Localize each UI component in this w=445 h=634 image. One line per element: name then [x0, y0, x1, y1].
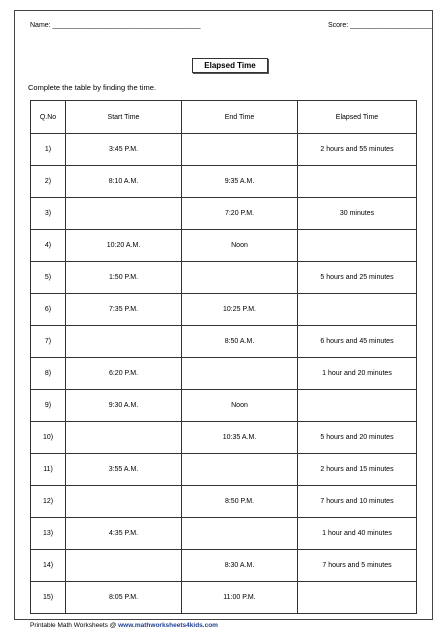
start-time-cell: [66, 550, 182, 582]
qno-cell: 4): [31, 230, 66, 262]
qno-cell: 5): [31, 262, 66, 294]
elapsed-time-cell: [298, 166, 417, 198]
column-header-start-time: Start Time: [66, 101, 182, 134]
elapsed-time-cell: 30 minutes: [298, 198, 417, 230]
elapsed-time-cell: 1 hour and 20 minutes: [298, 358, 417, 390]
column-header-elapsed-time: Elapsed Time: [298, 101, 417, 134]
start-time-cell: 3:55 A.M.: [66, 454, 182, 486]
table-row: [31, 518, 417, 550]
table-row: [31, 134, 417, 166]
elapsed-time-cell: [298, 230, 417, 262]
qno-cell: 6): [31, 294, 66, 326]
elapsed-time-table: [30, 100, 417, 614]
elapsed-time-cell: 2 hours and 55 minutes: [298, 134, 417, 166]
qno-cell: 11): [31, 454, 66, 486]
end-time-cell: Noon: [182, 230, 298, 262]
qno-cell: 12): [31, 486, 66, 518]
elapsed-time-cell: [298, 390, 417, 422]
start-time-cell: 1:50 P.M.: [66, 262, 182, 294]
column-header-qno: Q.No: [31, 101, 66, 134]
instructions: Complete the table by finding the time.: [28, 83, 156, 92]
start-time-cell: 8:10 A.M.: [66, 166, 182, 198]
end-time-cell: [182, 454, 298, 486]
elapsed-time-cell: 5 hours and 25 minutes: [298, 262, 417, 294]
end-time-cell: 10:25 P.M.: [182, 294, 298, 326]
elapsed-time-cell: 7 hours and 5 minutes: [298, 550, 417, 582]
end-time-cell: [182, 134, 298, 166]
qno-cell: 9): [31, 390, 66, 422]
start-time-cell: 9:30 A.M.: [66, 390, 182, 422]
end-time-cell: 10:35 A.M.: [182, 422, 298, 454]
elapsed-time-cell: 6 hours and 45 minutes: [298, 326, 417, 358]
start-time-cell: 4:35 P.M.: [66, 518, 182, 550]
end-time-cell: 8:50 A.M.: [182, 326, 298, 358]
qno-cell: 1): [31, 134, 66, 166]
elapsed-time-cell: 5 hours and 20 minutes: [298, 422, 417, 454]
worksheet-title: Elapsed Time: [192, 58, 268, 73]
table-row: [31, 582, 417, 614]
table-header-row: [31, 101, 417, 134]
qno-cell: 13): [31, 518, 66, 550]
elapsed-time-cell: 2 hours and 15 minutes: [298, 454, 417, 486]
table-row: [31, 294, 417, 326]
end-time-cell: 8:50 P.M.: [182, 486, 298, 518]
start-time-cell: 8:05 P.M.: [66, 582, 182, 614]
footer: [30, 622, 218, 629]
end-time-cell: [182, 358, 298, 390]
table-row: [31, 358, 417, 390]
elapsed-time-cell: [298, 294, 417, 326]
end-time-cell: 9:35 A.M.: [182, 166, 298, 198]
elapsed-time-cell: 7 hours and 10 minutes: [298, 486, 417, 518]
qno-cell: 2): [31, 166, 66, 198]
qno-cell: 7): [31, 326, 66, 358]
start-time-cell: [66, 422, 182, 454]
table-row: [31, 550, 417, 582]
qno-cell: 10): [31, 422, 66, 454]
footer-url-link[interactable]: www.mathworksheets4kids.com: [118, 622, 218, 629]
start-time-cell: [66, 486, 182, 518]
qno-cell: 3): [31, 198, 66, 230]
footer-prefix: Printable Math Worksheets @: [30, 622, 119, 629]
start-time-cell: 10:20 A.M.: [66, 230, 182, 262]
qno-cell: 14): [31, 550, 66, 582]
start-time-cell: 3:45 P.M.: [66, 134, 182, 166]
end-time-cell: [182, 518, 298, 550]
end-time-cell: [182, 262, 298, 294]
table-row: [31, 486, 417, 518]
end-time-cell: 7:20 P.M.: [182, 198, 298, 230]
end-time-cell: 8:30 A.M.: [182, 550, 298, 582]
end-time-cell: Noon: [182, 390, 298, 422]
qno-cell: 15): [31, 582, 66, 614]
table-row: [31, 390, 417, 422]
table-row: [31, 326, 417, 358]
start-time-cell: 7:35 P.M.: [66, 294, 182, 326]
name-field: Name: ______________________________________: [30, 22, 201, 29]
column-header-end-time: End Time: [182, 101, 298, 134]
start-time-cell: [66, 198, 182, 230]
table-row: [31, 230, 417, 262]
table-row: [31, 166, 417, 198]
end-time-cell: 11:00 P.M.: [182, 582, 298, 614]
elapsed-time-cell: [298, 582, 417, 614]
score-field: Score: _____________________: [328, 22, 432, 29]
start-time-cell: 6:20 P.M.: [66, 358, 182, 390]
table-row: [31, 198, 417, 230]
elapsed-time-cell: 1 hour and 40 minutes: [298, 518, 417, 550]
table-row: [31, 422, 417, 454]
table-row: [31, 262, 417, 294]
qno-cell: 8): [31, 358, 66, 390]
table-row: [31, 454, 417, 486]
start-time-cell: [66, 326, 182, 358]
